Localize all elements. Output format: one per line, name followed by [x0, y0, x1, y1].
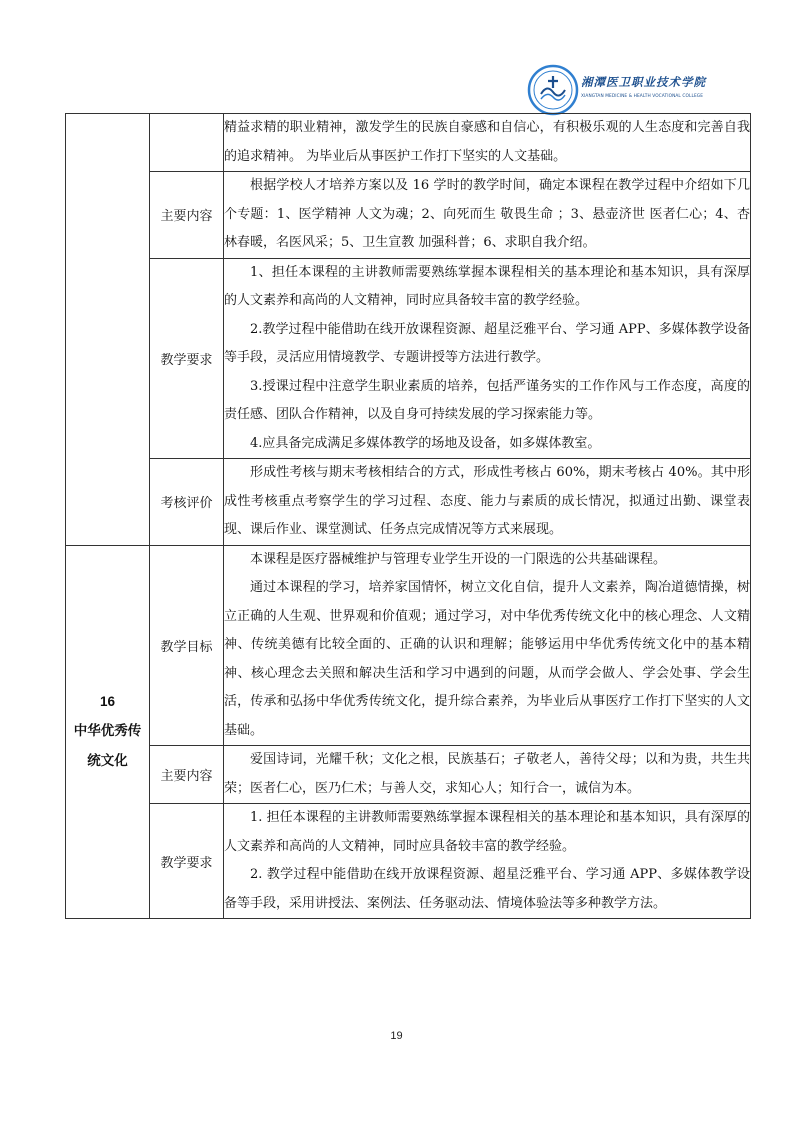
- page-number: 19: [390, 1030, 403, 1042]
- course15-requirements-label: 教学要求: [150, 258, 224, 459]
- course15-requirement-2: 2.教学过程中能借助在线开放课程资源、超星泛雅平台、学习通 APP、多媒体教学设备等手段，灵活应用情境教学、专题讲授等方法进行教学。: [224, 321, 750, 365]
- course15-assessment-cell: [224, 459, 751, 546]
- table-row: [66, 545, 751, 746]
- course16-content-cell: [224, 746, 751, 804]
- course15-requirement-3: 3.授课过程中注意学生职业素质的培养，包括严谨务实的工作作风与工作态度，高度的责任感、团队合作精神，以及自身可持续发展的学习探索能力等。: [224, 378, 750, 422]
- page-header: [527, 64, 727, 116]
- course15-number-cell: [66, 114, 150, 546]
- course16-content-para: 爱国诗词，光耀千秋；文化之根，民族基石；孑敬老人，善待父母；以和为贵，共生共荣；医者仁心，医乃仁术；与善人交，求知心人；知行合一，诚信为本。: [224, 752, 750, 796]
- school-name-en: XIANGTAN MEDICINE & HEALTH VOCATIONAL COLLEGE: [581, 94, 704, 99]
- course15-content-para: 根据学校人才培养方案以及 16 学时的教学时间，确定本课程在教学过程中介绍如下几个专题：1、医学精神 人文为魂；2、向死而生 敬畏生命 ；3、悬壶济世 医者仁心；4、杏林春暖，名医风采；5、卫生宣教 加强科普；6、求职自我介绍。: [224, 178, 750, 250]
- course16-name: 中华优秀传统文化: [73, 722, 142, 769]
- course15-requirement-4: 4.应具备完成满足多媒体教学的场地及设备，如多媒体教室。: [250, 435, 601, 451]
- course15-assessment-para: 形成性考核与期末考核相结合的方式，形成性考核占 60%，期末考核占 40%。其中形成性考核重点考察学生的学习过程、态度、能力与素质的成长情况，拟通过出勤、课堂表现、课后作业、课堂测试、任务点完成情况等方式来展现。: [224, 465, 750, 537]
- course16-requirement-1: 1. 担任本课程的主讲教师需要熟练掌握本课程相关的基本理论和基本知识，具有深厚的人文素养和高尚的人文精神，同时应具备较丰富的教学经验。: [224, 810, 750, 854]
- course15-content-label: 主要内容: [150, 172, 224, 259]
- table-row: [66, 804, 751, 919]
- course16-goal-para-1: 本课程是医疗器械维护与管理专业学生开设的一门限选的公共基础课程。: [250, 551, 667, 567]
- table-row: [66, 258, 751, 459]
- course15-content-cell: [224, 172, 751, 259]
- course15-goal-para: 精益求精的职业精神，激发学生的民族自豪感和自信心，有积极乐观的人生态度和完善自我的追求精神。 为毕业后从事医护工作打下坚实的人文基础。: [224, 120, 750, 164]
- course16-content-label: 主要内容: [150, 746, 224, 804]
- course16-title-cell: [66, 545, 150, 919]
- table-row: [66, 114, 751, 172]
- table-row: [66, 746, 751, 804]
- course16-goal-cell: [224, 545, 751, 746]
- course15-assessment-label: 考核评价: [150, 459, 224, 546]
- table-row: [66, 172, 751, 259]
- course15-requirement-1: 1、担任本课程的主讲教师需要熟练掌握本课程相关的基本理论和基本知识，具有深厚的人文素养和高尚的人文精神，同时应具备较丰富的教学经验。: [224, 264, 750, 308]
- course16-number: 16: [99, 693, 116, 709]
- school-name: 湘潭医卫职业技术学院: [581, 75, 706, 89]
- course16-requirement-2: 2. 教学过程中能借助在线开放课程资源、超星泛雅平台、学习通 APP、多媒体教学设备等手段，采用讲授法、案例法、任务驱动法、情境体验法等多种教学方法。: [224, 867, 750, 911]
- course15-goal-cell: [224, 114, 751, 172]
- college-logo-icon: [527, 64, 579, 116]
- table-row: [66, 459, 751, 546]
- course16-goal-label: 教学目标: [150, 545, 224, 746]
- course16-requirements-cell: [224, 804, 751, 919]
- course15-goal-label-cell: [150, 114, 224, 172]
- course15-requirements-cell: [224, 258, 751, 459]
- course16-goal-para-2: 通过本课程的学习，培养家国情怀，树立文化自信，提升人文素养，陶冶道德情操，树立正确的人生观、世界观和价值观；通过学习，对中华优秀传统文化中的核心理念、人文精神、传统美德有比较全面的、正确的认识和理解；能够运用中华优秀传统文化中的基本精神、核心理念去关照和解决生活和学习中遇到的问题，从而学会做人、学会处事、学会生活，传承和弘扬中华优秀传统文化，提升综合素养，为毕业后从事医疗工作打下坚实的人文基础。: [224, 580, 750, 738]
- course16-requirements-label: 教学要求: [150, 804, 224, 919]
- course-table: [65, 113, 751, 919]
